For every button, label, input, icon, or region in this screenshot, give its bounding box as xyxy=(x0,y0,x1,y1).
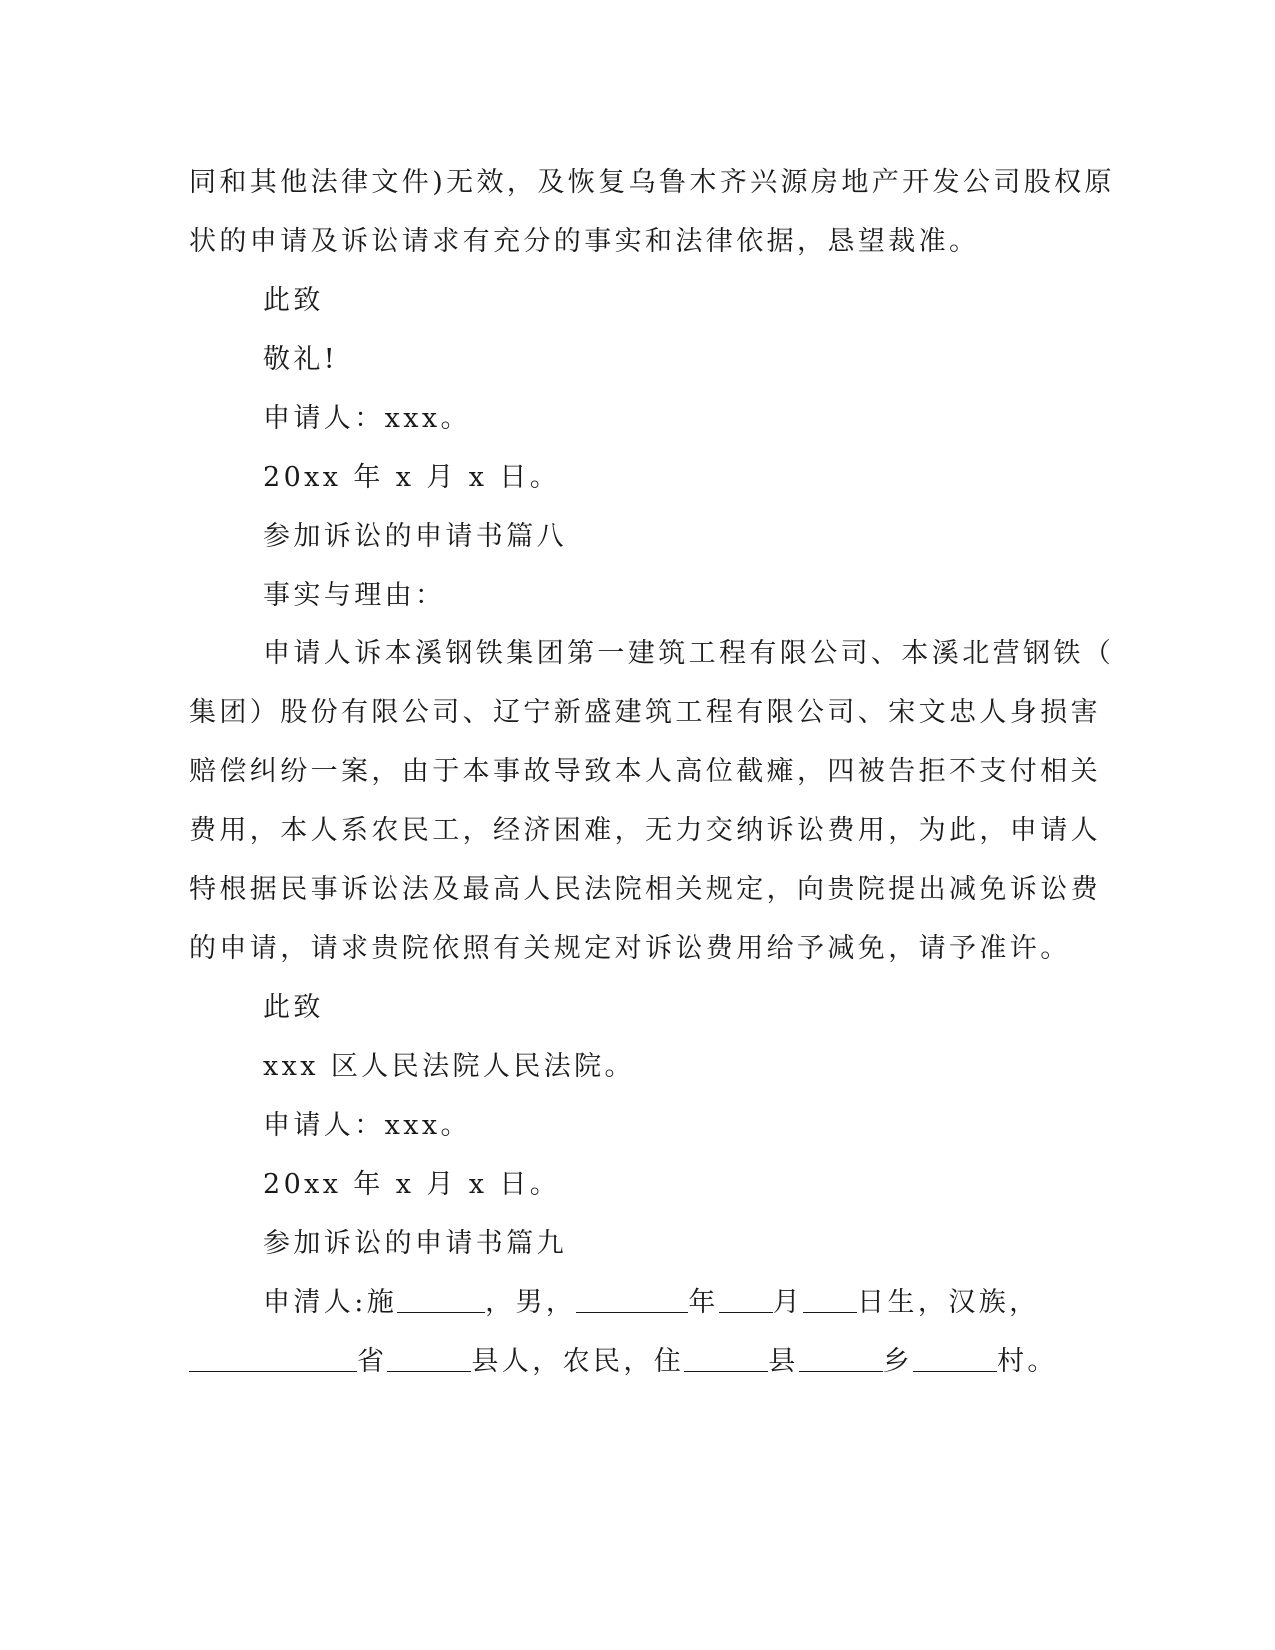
closing: 敬礼! xyxy=(263,344,339,375)
body-line: 同和其他法律文件)无效，及恢复乌鲁木齐兴源房地产开发公司股权原 xyxy=(189,167,1115,198)
blank-field xyxy=(913,1345,997,1372)
body-line: 申请人诉本溪钢铁集团第一建筑工程有限公司、本溪北营钢铁（ xyxy=(263,638,1115,669)
form-text: 乡 xyxy=(882,1346,914,1377)
blank-field xyxy=(719,1286,773,1313)
section-title: 参加诉讼的申请书篇八 xyxy=(263,521,567,552)
form-text: 村。 xyxy=(997,1346,1058,1377)
body-line: 特根据民事诉讼法及最高人民法院相关规定，向贵院提出减免诉讼费 xyxy=(189,874,1101,905)
form-text: 省 xyxy=(357,1346,388,1377)
blank-field xyxy=(799,1345,883,1372)
blank-field xyxy=(189,1345,357,1372)
form-text: 日生，汉族， xyxy=(857,1287,1040,1318)
salutation: 此致 xyxy=(263,992,324,1023)
form-text: 申清人:施 xyxy=(263,1287,398,1318)
body-line: 费用，本人系农民工，经济困难，无力交纳诉讼费用，为此，申请人 xyxy=(189,815,1101,846)
form-text: ，男， xyxy=(485,1287,577,1318)
date-line: 20xx 年 x 月 x 日。 xyxy=(263,1169,561,1200)
form-text: 县 xyxy=(768,1346,799,1377)
applicant-line: 申请人：xxx。 xyxy=(263,403,471,434)
applicant-line: 申请人：xxx。 xyxy=(263,1110,471,1141)
blank-field xyxy=(576,1286,688,1313)
body-line: 的申请，请求贵院依照有关规定对诉讼费用给予减免，请予准许。 xyxy=(189,933,1071,964)
recipient-line: xxx 区人民法院人民法院。 xyxy=(263,1051,635,1082)
salutation: 此致 xyxy=(263,285,324,316)
form-line-address xyxy=(189,1344,1058,1380)
blank-field xyxy=(803,1286,857,1313)
body-line: 赔偿纠纷一案，由于本事故导致本人高位截瘫，四被告拒不支付相关 xyxy=(189,756,1101,787)
section-heading: 事实与理由： xyxy=(263,580,446,611)
form-line-applicant xyxy=(263,1285,1040,1321)
form-text: 月 xyxy=(772,1287,804,1318)
blank-field xyxy=(387,1345,471,1372)
date-line: 20xx 年 x 月 x 日。 xyxy=(263,462,561,493)
body-line: 状的申请及诉讼请求有充分的事实和法律依据，恳望裁准。 xyxy=(189,226,980,257)
blank-field xyxy=(397,1286,485,1313)
section-title: 参加诉讼的申请书篇九 xyxy=(263,1228,567,1259)
form-text: 县人，农民，住 xyxy=(471,1346,685,1377)
body-line: 集团）股份有限公司、辽宁新盛建筑工程有限公司、宋文忠人身损害 xyxy=(189,697,1101,728)
blank-field xyxy=(684,1345,768,1372)
form-text: 年 xyxy=(688,1287,719,1318)
